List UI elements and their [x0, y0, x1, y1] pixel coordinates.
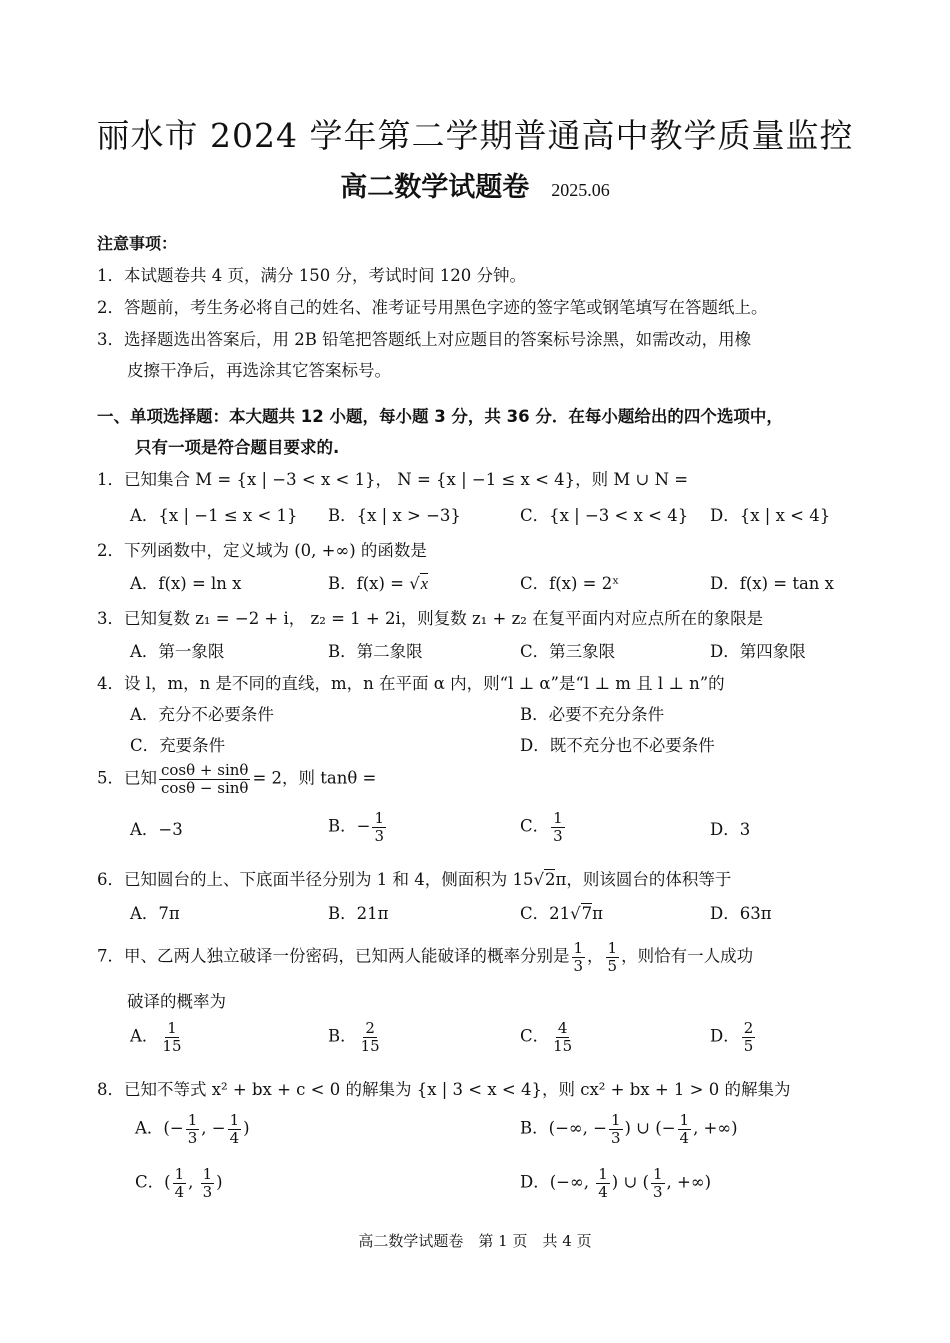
q8-b-mid: ) ∪ (−: [624, 1118, 676, 1138]
q8-a-prefix: A．(−: [135, 1118, 184, 1138]
q8-d-n2: 1: [652, 1165, 663, 1183]
q1-option-b: B．{x | x > −3}: [328, 506, 461, 525]
q7-b-prefix: B．: [328, 1026, 357, 1046]
q7-d-prefix: D．: [710, 1026, 740, 1046]
q8-c-d2: 3: [202, 1182, 213, 1201]
q8-c-mid: ,: [188, 1172, 199, 1192]
q8-d-prefix: D．(−∞,: [520, 1172, 595, 1192]
notice-item-3: 3．选择题选出答案后，用 2B 铅笔把答题纸上对应题目的答案标号涂黑，如需改动，用橡: [97, 330, 752, 349]
q2-option-a: A．f(x) = ln x: [130, 574, 242, 593]
q6-c-prefix: C．21: [520, 904, 571, 923]
q8-c-n1: 1: [174, 1165, 185, 1183]
q8-a-n1: 1: [187, 1111, 198, 1129]
q7-b-num: 2: [365, 1019, 375, 1037]
q8-option-c: [135, 1166, 223, 1200]
q7-prefix: 7．甲、乙两人独立破译一份密码，已知两人能破译的概率分别是: [97, 946, 570, 966]
q7-option-b: [328, 1020, 384, 1054]
q5-b-den: 3: [374, 826, 384, 845]
q4-option-b: B．必要不充分条件: [520, 705, 665, 724]
q6-option-d: D．63π: [710, 904, 772, 923]
exam-title: 丽水市 2024 学年第二学期普通高中教学质量监控: [96, 116, 854, 155]
question-3: 3．已知复数 z₁ = −2 + i， z₂ = 1 + 2i，则复数 z₁ + z₂ 在复平面内对应点所在的象限是: [97, 609, 764, 628]
q8-b-d2: 4: [679, 1128, 690, 1147]
q6-option-b: B．21π: [328, 904, 389, 923]
q5-c-den: 3: [553, 826, 563, 845]
subtitle-text: 高二数学试题卷: [340, 172, 530, 203]
q8-c-d1: 4: [174, 1182, 185, 1201]
q7-f1-num: 1: [573, 939, 584, 957]
q4-option-c: C．充要条件: [130, 736, 226, 755]
q8-d-mid: ) ∪ (: [611, 1172, 649, 1192]
q6-option-a: A．7π: [130, 904, 180, 923]
q6-prefix: 6．已知圆台的上、下底面半径分别为 1 和 4，侧面积为 15: [97, 870, 534, 889]
q7-sep: ，: [587, 946, 604, 966]
q6-radicand: 2: [544, 870, 556, 889]
notice-item-3-cont: 皮擦干净后，再选涂其它答案标号。: [127, 361, 391, 380]
q6-suffix: π，则该圆台的体积等于: [555, 870, 732, 889]
q3-option-a: A．第一象限: [130, 642, 225, 661]
q5-option-c: [520, 810, 567, 844]
page-footer: 高二数学试题卷 第 1 页 共 4 页: [358, 1232, 592, 1250]
q5-option-a: A．−3: [130, 820, 183, 839]
q8-b-prefix: B．(−∞, −: [520, 1118, 607, 1138]
q4-option-d: D．既不充分也不必要条件: [520, 736, 715, 755]
question-1: 1．已知集合 M = {x | −3 < x < 1}， N = {x | −1 ≤ x < 4}，则 M ∪ N =: [97, 470, 689, 489]
q8-a-d1: 3: [187, 1128, 198, 1147]
q7-d-den: 5: [743, 1036, 754, 1055]
q8-b-d1: 3: [610, 1128, 621, 1147]
q7-d-num: 2: [743, 1019, 754, 1037]
q8-c-suffix: ): [216, 1172, 223, 1192]
question-5: [97, 762, 376, 796]
notice-heading: 注意事项：: [97, 234, 178, 253]
q8-option-b: [520, 1112, 738, 1146]
q7-c-prefix: C．: [520, 1026, 550, 1046]
q7-a-prefix: A．: [130, 1026, 159, 1046]
q3-option-c: C．第三象限: [520, 642, 616, 661]
q8-d-n1: 1: [598, 1165, 608, 1183]
q8-b-n2: 1: [679, 1111, 690, 1129]
q5-denominator: cosθ − sinθ: [161, 778, 249, 797]
q8-d-d1: 4: [598, 1182, 608, 1201]
q5-fraction: [159, 762, 250, 796]
q6-option-c: C．21√7π: [520, 904, 603, 923]
question-7-cont: 破译的概率为: [127, 992, 226, 1011]
q2-option-b: B．f(x) = √x: [328, 574, 429, 593]
question-7: [97, 940, 753, 974]
q8-d-suffix: , +∞): [666, 1172, 712, 1192]
q8-a-d2: 4: [229, 1128, 240, 1147]
section-heading-cont: 只有一项是符合题目要求的.: [135, 438, 340, 457]
q7-b-den: 15: [360, 1036, 380, 1055]
q5-c-num: 1: [553, 809, 563, 827]
q4-option-a: A．充分不必要条件: [130, 705, 274, 724]
q5-suffix: = 2，则 tanθ =: [252, 768, 377, 788]
q7-f2-num: 1: [607, 939, 618, 957]
q1-option-a: A．{x | −1 ≤ x < 1}: [130, 506, 298, 525]
q7-c-num: 4: [557, 1019, 568, 1037]
q5-prefix: 5．已知: [97, 768, 157, 788]
q1-option-c: C．{x | −3 < x < 4}: [520, 506, 689, 525]
q8-b-n1: 1: [610, 1111, 621, 1129]
q8-d-d2: 3: [652, 1182, 663, 1201]
q7-a-den: 15: [162, 1036, 182, 1055]
notice-item-2: 2．答题前，考生务必将自己的姓名、准考证号用黑色字迹的签字笔或钢笔填写在答题纸上。: [97, 298, 768, 317]
exam-date: 2025.06: [551, 180, 610, 200]
q7-f1-den: 3: [573, 956, 584, 975]
q7-c-den: 15: [553, 1036, 573, 1055]
q8-c-n2: 1: [202, 1165, 213, 1183]
q3-option-b: B．第二象限: [328, 642, 423, 661]
q7-f2-den: 5: [607, 956, 618, 975]
exam-subtitle: [0, 165, 950, 204]
q5-numerator: cosθ + sinθ: [161, 761, 249, 779]
q1-option-d: D．{x | x < 4}: [710, 506, 831, 525]
q7-option-a: [130, 1020, 186, 1054]
question-4: 4．设 l，m，n 是不同的直线，m，n 在平面 α 内，则“l ⊥ α”是“l ⊥ m 且 l ⊥ n”的: [97, 674, 725, 693]
q8-option-d: [520, 1166, 711, 1200]
q2-option-d: D．f(x) = tan x: [710, 574, 834, 593]
q8-a-n2: 1: [229, 1111, 240, 1129]
q2-b-prefix: B．f(x) =: [328, 574, 410, 593]
q5-c-prefix: C．: [520, 816, 550, 836]
q7-suffix: ，则恰有一人成功: [621, 946, 754, 966]
question-6: 6．已知圆台的上、下底面半径分别为 1 和 4，侧面积为 15√2π，则该圆台的体积等于: [97, 870, 732, 889]
q5-option-b: [328, 810, 388, 844]
q6-c-radicand: 7: [581, 904, 593, 923]
question-2: 2．下列函数中，定义域为 (0, +∞) 的函数是: [97, 541, 427, 560]
q2-b-radicand: x: [420, 574, 429, 593]
q7-option-c: [520, 1020, 576, 1054]
notice-item-1: 1．本试题卷共 4 页，满分 150 分，考试时间 120 分钟。: [97, 266, 526, 285]
q2-option-c: C．f(x) = 2ˣ: [520, 574, 620, 593]
q7-a-num: 1: [167, 1019, 177, 1037]
section-heading: 一、单项选择题：本大题共 12 小题，每小题 3 分，共 36 分．在每小题给出的四个选项中，: [97, 407, 783, 426]
q8-a-mid: , −: [201, 1118, 226, 1138]
q6-c-suffix: π: [592, 904, 603, 923]
q8-a-suffix: ): [243, 1118, 250, 1138]
q8-option-a: [135, 1112, 250, 1146]
question-8: 8．已知不等式 x² + bx + c < 0 的解集为 {x | 3 < x < 4}，则 cx² + bx + 1 > 0 的解集为: [97, 1080, 791, 1099]
q8-b-suffix: , +∞): [693, 1118, 738, 1138]
q5-b-num: 1: [374, 809, 384, 827]
q5-b-prefix: B．−: [328, 816, 371, 836]
q8-c-prefix: C．(: [135, 1172, 171, 1192]
q7-option-d: [710, 1020, 757, 1054]
q3-option-d: D．第四象限: [710, 642, 806, 661]
q5-option-d: D．3: [710, 820, 751, 839]
